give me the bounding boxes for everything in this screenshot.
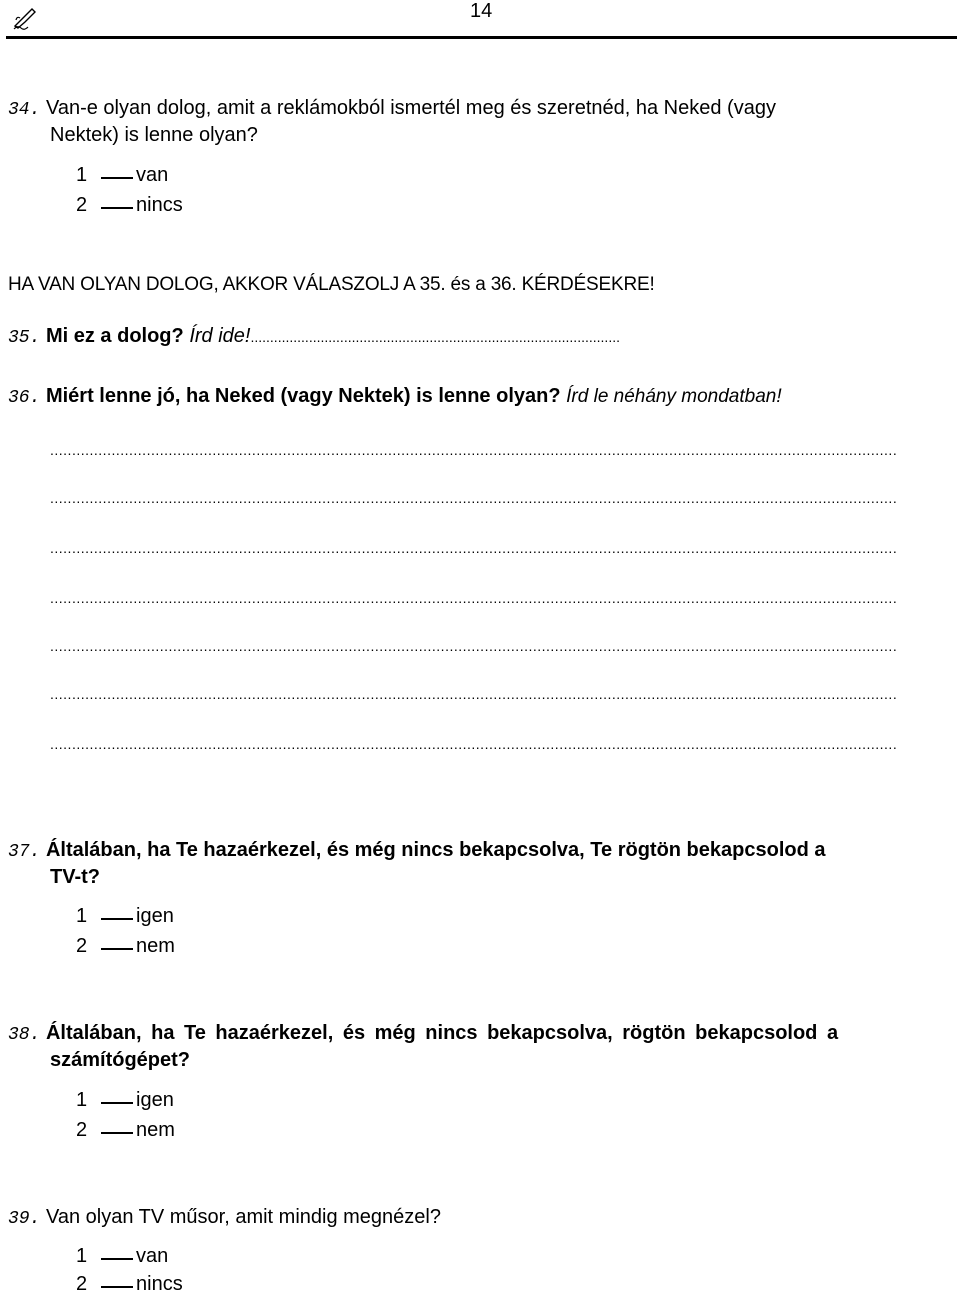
question-number: 34. [8,100,41,120]
option-code: 2 [76,194,88,216]
option-label: van [136,1245,169,1267]
question-number: 39. [8,1209,41,1229]
question-text: Van olyan TV műsor, amit mindig megnézel? [45,1206,441,1228]
question-37 [8,836,826,866]
question-hint: Írd ide! [189,325,251,347]
question-number: 37. [8,842,41,862]
answer-option[interactable] [76,164,276,192]
question-number: 36. [8,388,41,408]
answer-line[interactable]: ................................................................................................................................................................................................. [50,590,898,606]
question-number: 38. [8,1025,41,1045]
question-text: Van-e olyan dolog, amit a reklámokból ismertél meg és szeretnéd, ha Neked (vagy [45,97,776,119]
question-36 [8,382,782,412]
question-text: Miért lenne jó, ha Neked (vagy Nektek) is lenne olyan? [45,385,561,407]
answer-line[interactable]: ................................................................................................................................................................................................. [50,686,898,702]
answer-line[interactable]: ................................................................................................................................................................................................. [50,736,898,752]
option-code: 2 [76,1273,88,1295]
question-text: Mi ez a dolog? [45,325,184,347]
question-hint: Írd le néhány mondatban! [566,386,782,407]
answer-option[interactable] [76,1245,276,1273]
question-34 [8,94,776,124]
option-label: nem [136,935,175,957]
page-number: 14 [470,0,493,22]
question-37-line2 [50,863,100,891]
option-label: nincs [136,1273,183,1295]
header-divider [6,36,957,39]
question-text: Általában, ha Te hazaérkezel, és még nincs bekapcsolva, rögtön bekapcsolod a [45,1022,839,1044]
question-38-line2 [50,1046,190,1074]
answer-option[interactable] [76,194,276,222]
option-dash [101,1132,133,1134]
option-dash [101,918,133,920]
option-label: nincs [136,194,183,216]
option-code: 2 [76,1119,88,1141]
option-code: 2 [76,935,88,957]
option-label: van [136,164,169,186]
option-dash [101,1102,133,1104]
question-39 [8,1203,441,1233]
question-35 [8,322,620,352]
question-text: TV-t? [50,866,100,888]
answer-line[interactable]: ................................................................................................................................................................................................. [50,490,898,506]
option-dash [101,177,133,179]
answer-option[interactable] [76,935,276,963]
option-code: 1 [76,905,88,927]
answer-line[interactable]: ............................................................................................... [250,329,620,345]
option-code: 1 [76,1089,88,1111]
option-dash [101,1286,133,1288]
writing-hand-icon [12,6,38,30]
option-dash [101,1258,133,1260]
question-text: Nektek) is lenne olyan? [50,124,258,146]
answer-line[interactable]: ................................................................................................................................................................................................. [50,638,898,654]
routing-instruction: HA VAN OLYAN DOLOG, AKKOR VÁLASZOLJ A 35. és a 36. KÉRDÉSEKRE! [8,274,655,295]
answer-option[interactable] [76,1119,276,1147]
option-code: 1 [76,164,88,186]
question-34-line2 [50,121,258,149]
question-text: számítógépet? [50,1049,191,1071]
option-dash [101,207,133,209]
question-38 [8,1019,953,1049]
question-number: 35. [8,328,41,348]
question-text: Általában, ha Te hazaérkezel, és még nincs bekapcsolva, Te rögtön bekapcsolod a [45,839,826,861]
option-label: igen [136,905,174,927]
answer-option[interactable] [76,1273,276,1296]
answer-option[interactable] [76,905,276,933]
answer-option[interactable] [76,1089,276,1117]
option-code: 1 [76,1245,88,1267]
answer-line[interactable]: ................................................................................................................................................................................................. [50,540,898,556]
option-label: igen [136,1089,174,1111]
option-dash [101,948,133,950]
option-label: nem [136,1119,175,1141]
answer-line[interactable]: ................................................................................................................................................................................................. [50,442,898,458]
